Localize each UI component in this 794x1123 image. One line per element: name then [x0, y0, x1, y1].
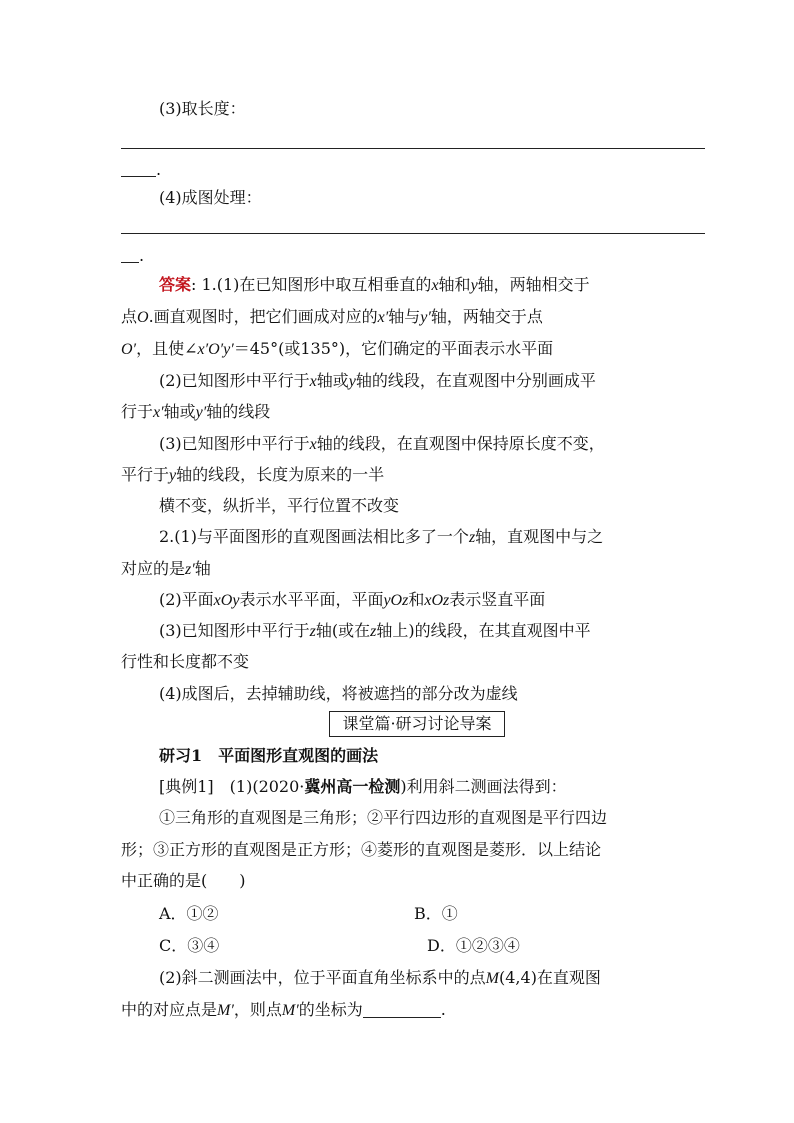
answer2-line-3: (2)平面xOy表示水平平面，平面yOz和xOz表示竖直平面 — [159, 590, 546, 609]
option-a: A．①② — [159, 904, 219, 923]
example-line-3: 中正确的是( ) — [121, 871, 246, 890]
answer-line-1: 答案: 1.(1)在已知图形中取互相垂直的x轴和y轴，两轴相交于 — [159, 275, 590, 294]
option-d: D．①②③④ — [427, 936, 520, 955]
answer-line-2: 点O.画直观图时，把它们画成对应的x′轴与y′轴，两轴交于点 — [121, 307, 543, 326]
answer-line-8: 横不变，纵折半，平行位置不改变 — [159, 496, 400, 515]
answer-line-6: (3)已知图形中平行于x轴的线段，在直观图中保持原长度不变， — [159, 434, 605, 453]
answer2-line-5: 行性和长度都不变 — [121, 652, 250, 671]
example-line-0: [典例1] (1)(2020·冀州高一检测)利用斜二测画法得到： — [159, 777, 567, 796]
answer-line-7: 平行于y轴的线段，长度为原来的一半 — [121, 465, 385, 484]
option-c: C．③④ — [159, 936, 220, 955]
question2-line-2: 中的对应点是M′，则点M′的坐标为 . — [121, 1000, 446, 1019]
answer-line-5: 行于x′轴或y′轴的线段 — [121, 402, 271, 421]
step4-answer-rule — [121, 233, 705, 234]
study-title: 研习1 平面图形直观图的画法 — [159, 746, 379, 765]
answer-line-3: O′，且使∠x′O′y′＝45°(或135°)，它们确定的平面表示水平面 — [121, 339, 554, 358]
step3-period: . — [156, 160, 162, 179]
step3-line: (3)取长度： — [159, 99, 246, 118]
step3-answer-rule — [121, 148, 705, 149]
answer-line-4: (2)已知图形中平行于x轴或y轴的线段，在直观图中分别画成平 — [159, 371, 596, 390]
answer-blank[interactable] — [363, 1001, 441, 1018]
answer-label: 答案 — [159, 275, 192, 294]
option-b: B．① — [414, 904, 458, 923]
example-line-1: ①三角形的直观图是三角形；②平行四边形的直观图是平行四边 — [159, 808, 608, 827]
answer2-line-4: (3)已知图形中平行于z轴(或在z轴上)的线段，在其直观图中平 — [159, 621, 591, 640]
answer2-line-2: 对应的是z′轴 — [121, 559, 211, 578]
question2-line-1: (2)斜二测画法中，位于平面直角坐标系中的点M(4,4)在直观图 — [159, 968, 601, 987]
step4-answer-rule-end — [121, 262, 139, 263]
section-heading-box: 课堂篇·研习讨论导案 — [329, 711, 505, 737]
answer2-line-1: 2.(1)与平面图形的直观图画法相比多了一个z轴，直观图中与之 — [159, 527, 604, 546]
step4-line: (4)成图处理： — [159, 188, 262, 207]
step3-answer-rule-end — [121, 176, 156, 177]
step4-period: . — [139, 246, 145, 265]
example-source: 冀州高一检测 — [304, 777, 401, 796]
example-line-2: 形；③正方形的直观图是正方形；④菱形的直观图是菱形．以上结论 — [121, 840, 602, 859]
answer2-line-6: (4)成图后，去掉辅助线，将被遮挡的部分改为虚线 — [159, 684, 518, 703]
